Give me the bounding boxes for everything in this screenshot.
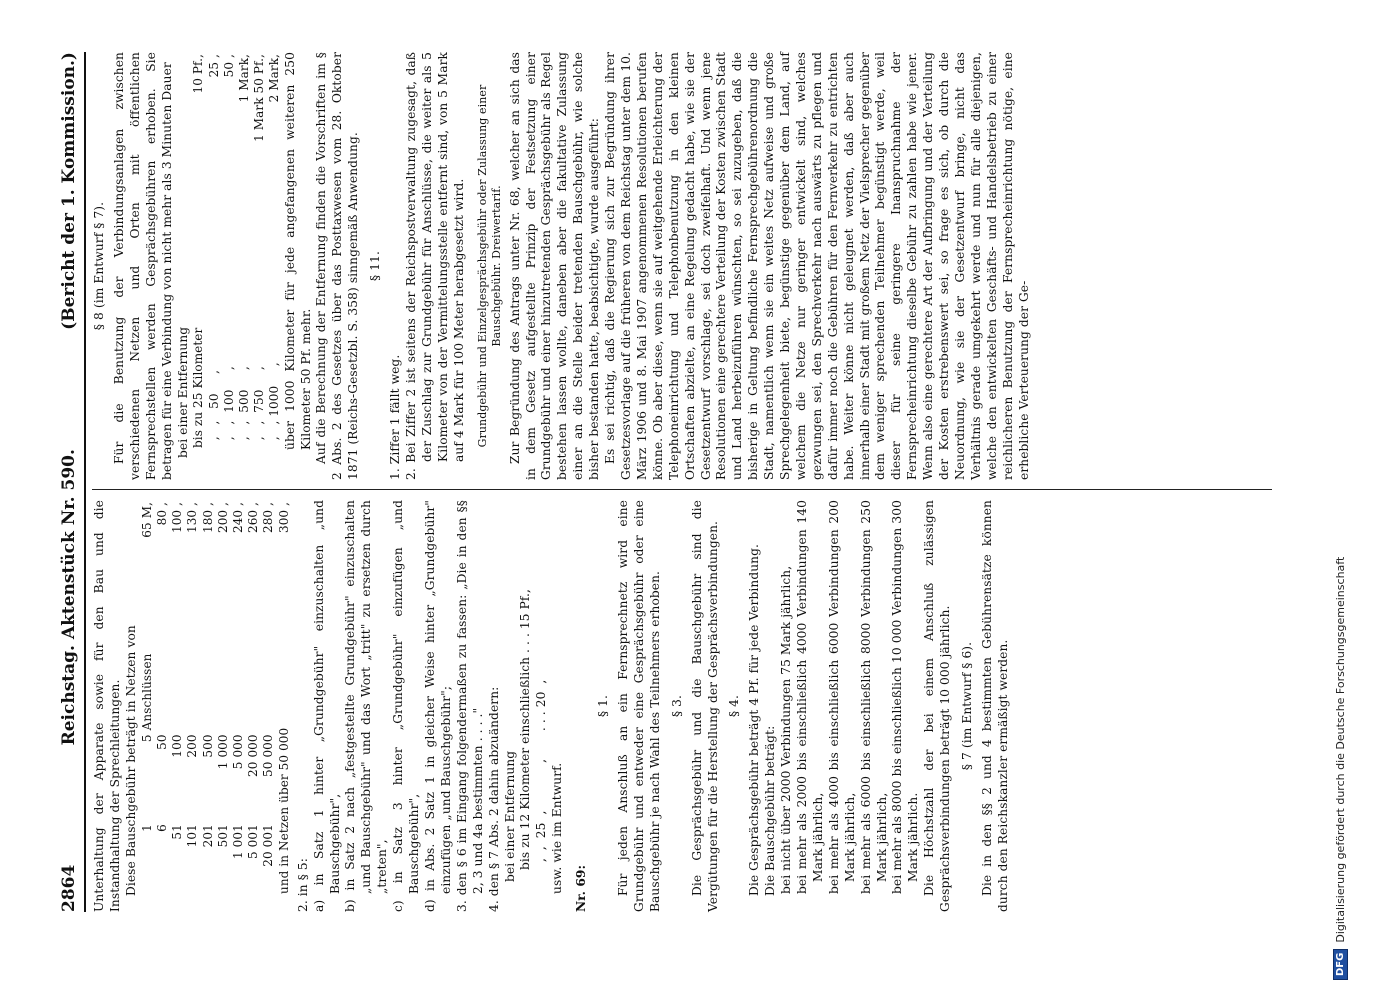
s4-text3: Die Höchstzahl der bei einem Anschluß zulässigen Gesprächsverbindungen beträgt 10 000 jährlich. [922,500,953,912]
distance-row [207,52,222,450]
tariff-amount: 240 , [230,502,245,534]
tariff-from: 201 [200,824,215,848]
tariff-row [140,500,155,912]
distance-row [252,52,267,450]
item-2b: b) in Satz 2 nach „festgestellte Grundgebühr" einzuschalten „und Bauschgebühr" und das Wort „tritt" zu ersetzen durch „treten", [343,500,390,912]
tariff-unit [231,577,246,733]
right-column [92,52,1033,480]
tariff-amount: 80 , [154,502,169,526]
tariff-amount: 130 , [185,502,200,534]
s4-b1: bei nicht über 2000 Verbindungen 75 Mark jährlich, [779,565,794,894]
item-2c: c) in Satz 3 hinter „Grundgebühr" einzufügen „und Bauschgebühr", [391,500,422,912]
tariff-to: 50 000 [261,734,276,777]
tariff-row [261,500,276,912]
page-header [55,52,79,912]
tariff-to: 200 [185,734,200,758]
tariff-to: 100 [170,734,185,758]
distance-label: bis zu 25 Kilometer [191,327,206,448]
distance-amount: 10 Pf., [191,54,206,94]
tariff-unit [261,577,276,733]
header-title: Reichstag. Aktenstück Nr. 590. [59,449,79,746]
tariff-to: 5 000 [230,734,245,770]
s4-text1: Die Gesprächsgebühr beträgt 4 Pf. für jede Verbindung. [747,543,762,896]
column-rule [92,489,1272,490]
item-4-r1: bis zu 12 Kilometer einschließlich . . . 15 Pf., [518,588,533,870]
intro-text: Unterhaltung der Apparate sowie für den Bau und die Instandhaltung der Sprechleitungen. [92,500,122,912]
s11-head: § 11. [368,251,383,281]
s1-text: Für jeden Anschluß an ein Fernsprechnetz wird eine Grundgebühr und entweder eine Gesprächsgebühr oder eine Bauschgebühr je nach Wahl des Teilnehmers erhoben. [615,500,662,912]
distance-amount: 1 Mark 50 Pf., [252,54,267,142]
dist-text2: Auf die Berechnung der Entfernung finden die Vorschriften im § 2 Abs. 2 des Gesetzes über das Posttaxwesen vom 28. Oktober 1871 (Reichs-Gesetzbl. S. 358) sinngemäß Anwendung. [314,52,361,480]
s4-text2: Die Bauschgebühr beträgt: [763,725,778,896]
distance-row [222,52,237,450]
tariff-from: 6 [154,824,169,832]
distance-amount: 1 Mark, [237,54,252,103]
item-3: 3. den § 6 im Eingang folgendermaßen zu fassen: „Die in den §§ 2, 3 und 4a bestimmten . . . ." [454,500,485,912]
item-2d: d) in Abs. 2 Satz 1 in gleicher Weise hinter „Grundgebühr" einzufügen „und Bauschgebühr"; [423,500,453,912]
tariff-from: 1 [139,824,154,832]
distance-amount: 50 , [221,54,236,78]
s8-head: § 8 (im Entwurf § 7). [92,201,106,331]
distance-table [191,52,282,450]
tariff-amount: 65 M, [139,502,154,538]
s11-i2: 2. Bei Ziffer 2 ist seitens der Reichspostverwaltung zugesagt, daß der Zuschlag zur Grundgebühr für Anschlüsse, die weiter als 5 Kilometer von der Vermittelungsstelle entfernt sind, von 5 Mark auf 4 Mark für 100 Meter herabgesetzt wird. [404,52,466,480]
s11-i1: 1. Ziffer 1 fällt weg. [388,354,403,480]
distance-label: , , 500 , [237,366,252,448]
tariff-from: 51 [170,824,185,840]
s4-b3: bei mehr als 4000 bis einschließlich 6000 Verbindungen 200 Mark jährlich, [826,500,857,894]
tariff-row [246,500,261,912]
s4-b4: bei mehr als 6000 bis einschließlich 8000 Verbindungen 250 Mark jährlich, [858,500,889,894]
distance-row [267,52,282,450]
tariff-unit [201,577,216,733]
page-number: 2864 [59,864,79,912]
tariff-last-label: und in Netzen über 50 000 [276,727,291,894]
s7-text: Die in den §§ 2 und 4 bestimmten Gebührensätze können durch den Reichskanzler ermäßigt werden. [980,500,1010,912]
tariff-last [277,500,292,912]
item-4-line: bei einer Entfernung [502,750,517,882]
page-footer [1325,20,1355,980]
s7-head: § 7 (im Entwurf § 6). [960,641,975,771]
distance-row [191,52,206,450]
item-2: 2. in § 5: [295,858,310,912]
dist-last: über 1000 Kilometer für jede angefangenen weiteren 250 Kilometer 50 Pf. mehr. [282,52,313,450]
item-2a: a) in Satz 1 hinter „Grundgebühr" einzuschalten „und Bauschgebühr", [311,500,342,912]
distance-row [237,52,252,450]
s3-head: § 3. [669,695,684,717]
tariff-last-amount: 300 , [276,502,291,534]
sub-head: Grundgebühr und Einzelgesprächsgebühr oder Zulassung einer Bauschgebühr. Dreiwertarif. [475,84,503,448]
paragraph-2: Es sei richtig, daß die Regierung sich zur Begründung ihrer Gesetzesvorlage auf die früheren von dem Reichstag unter dem 10. März 1906 und 8. Mai 1907 angenommenen Resolutionen berufen könne. Ob aber diese, wenn sie auf weitgehende Erleichterung der Telephoneinrichtung und Telephonbenutzung in den kleinen Ortschaften abzielte, an eine Regelung gedacht habe, wie sie der Gesetzentwurf vorschlage, sei doch zweifelhaft. Und wenn jene Resolutionen eine gerechtere Verteilung der Kosten zwischen Stadt und Land herbeizuführen wünschten, so sei zuzugeben, daß die bisherige in Geltung befindliche Fernsprechgebührenordnung die Stadt, namentlich wenn sie ein weites Netz aufweise und große Sprechgelegenheit biete, begünstige gegenüber dem Land, auf welchem die Netze nur geringer entwickelt sind, welches gezwungen sei, den Sprechverkehr nach auswärts zu pflegen und dafür immer noch die Gebühren für den Fernverkehr zu entrichten habe. Weiter könne nicht geleugnet werden, daß aber auch innerhalb einer Stadt mit großem Netz der Vielsprecher gegenüber dem weniger sprechenden Teilnehmer begünstigt werde, weil dieser für seine geringere Inanspruchnahme der Fernsprecheinrichtung dieselbe Gebühr zu zahlen habe wie jener. Wenn also eine gerechtere Art der Aufbringung und der Verteilung der Kosten erstrebenswert sei, so frage es sich, ob durch die Neuordnung, wie sie der Gesetzentwurf bringe, nicht das Verhältnis gerade umgekehrt werde und nun für alle diejenigen, welche den entwickelten Geschäfts- und Handelsbetrieb zu einer reichlicheren Benutzung der Fernsprecheinrichtung nötige, eine erhebliche Verteuerung der Ge- [603,52,1031,480]
tariff-from: 1 001 [230,824,245,860]
item-4: 4. den § 7 Abs. 2 dahin abzuändern: [486,686,501,912]
distance-label: , , 50 , [206,369,221,448]
tariff-from: 5 001 [246,824,261,860]
tariff-unit [216,577,231,733]
nr-69: Nr. 69: [574,864,589,912]
tariff-to: 1 000 [215,734,230,770]
dist-intro: bei einer Entfernung [175,326,190,458]
footer-text: Digitalisierung gefördert durch die Deutsche Forschungsgemeinschaft [1333,556,1347,943]
header-rule [84,52,86,912]
distance-label: , , 750 , [252,366,267,448]
tariff-to: 5 [139,734,154,743]
tariff-row [216,500,231,912]
s3-text: Die Gesprächsgebühr und die Bauschgebühr sind die Vergütungen für die Herstellung der Gesprächsverbindungen. [689,500,720,912]
tariff-unit [170,577,185,733]
tariff-unit: Anschlüssen [139,653,154,731]
distance-label: , , 100 , [221,366,236,448]
tariff-table [140,500,277,912]
item-4-r2: , , 25 , , . . . 20 , [534,679,549,870]
header-section: (Bericht der 1. Kommission.) [59,52,79,330]
tariff-amount: 100 , [170,502,185,534]
s8-text: Für die Benutzung der Verbindungsanlagen zwischen verschiedenen Netzen und Orten mit öffentlichen Fernsprechstellen werden Gesprächsgebühren erhoben. Sie betragen für eine Verbindung von nicht mehr als 3 Minuten Dauer [111,52,174,480]
tariff-amount: 260 , [246,502,261,534]
tariff-amount: 180 , [200,502,215,534]
tariff-from: 101 [185,824,200,848]
tariff-intro: Diese Bauschgebühr beträgt in Netzen von [123,625,138,896]
tariff-to: 50 [154,734,169,750]
tariff-row [155,500,170,912]
tariff-row [201,500,216,912]
distance-amount: 25 , [206,54,221,78]
s4-b2: bei mehr als 2000 bis einschließlich 4000 Verbindungen 140 Mark jährlich, [795,500,825,894]
tariff-unit [185,577,200,733]
tariff-to: 20 000 [246,734,261,777]
distance-label: , , 1000 , [267,362,282,448]
s4-b5: bei mehr als 8000 bis einschließlich 10 000 Verbindungen 300 Mark jährlich. [890,500,921,894]
s1-head: § 1. [596,695,611,717]
tariff-row [170,500,185,912]
tariff-to: 500 [200,734,215,758]
tariff-from: 501 [215,824,230,848]
tariff-row [231,500,246,912]
paragraph-1: Zur Begründung des Antrags unter Nr. 68, welcher an sich das in dem Gesetz aufgestellte Prinzip der Festsetzung einer Grundgebühr und einer hinzutretenden Gesprächsgebühr als Regel bestehen lassen wollte, daneben aber die fakultative Zulassung einer an die Stelle beider tretenden Bauschgebühr, wie solche bisher bestanden hatte, beabsichtigte, wurde ausgeführt: [507,52,602,480]
tariff-amount: 200 , [215,502,230,534]
left-column [92,500,1012,912]
tariff-row [185,500,200,912]
tariff-from: 20 001 [261,824,276,867]
s4-head: § 4. [727,695,742,717]
tariff-unit [246,577,261,733]
tariff-amount: 280 , [261,502,276,534]
distance-amount: 2 Mark, [267,54,282,103]
tariff-unit [155,577,170,733]
dfg-logo: DFG [1333,949,1348,980]
item-4-rest: usw. wie im Entwurf. [550,762,565,894]
